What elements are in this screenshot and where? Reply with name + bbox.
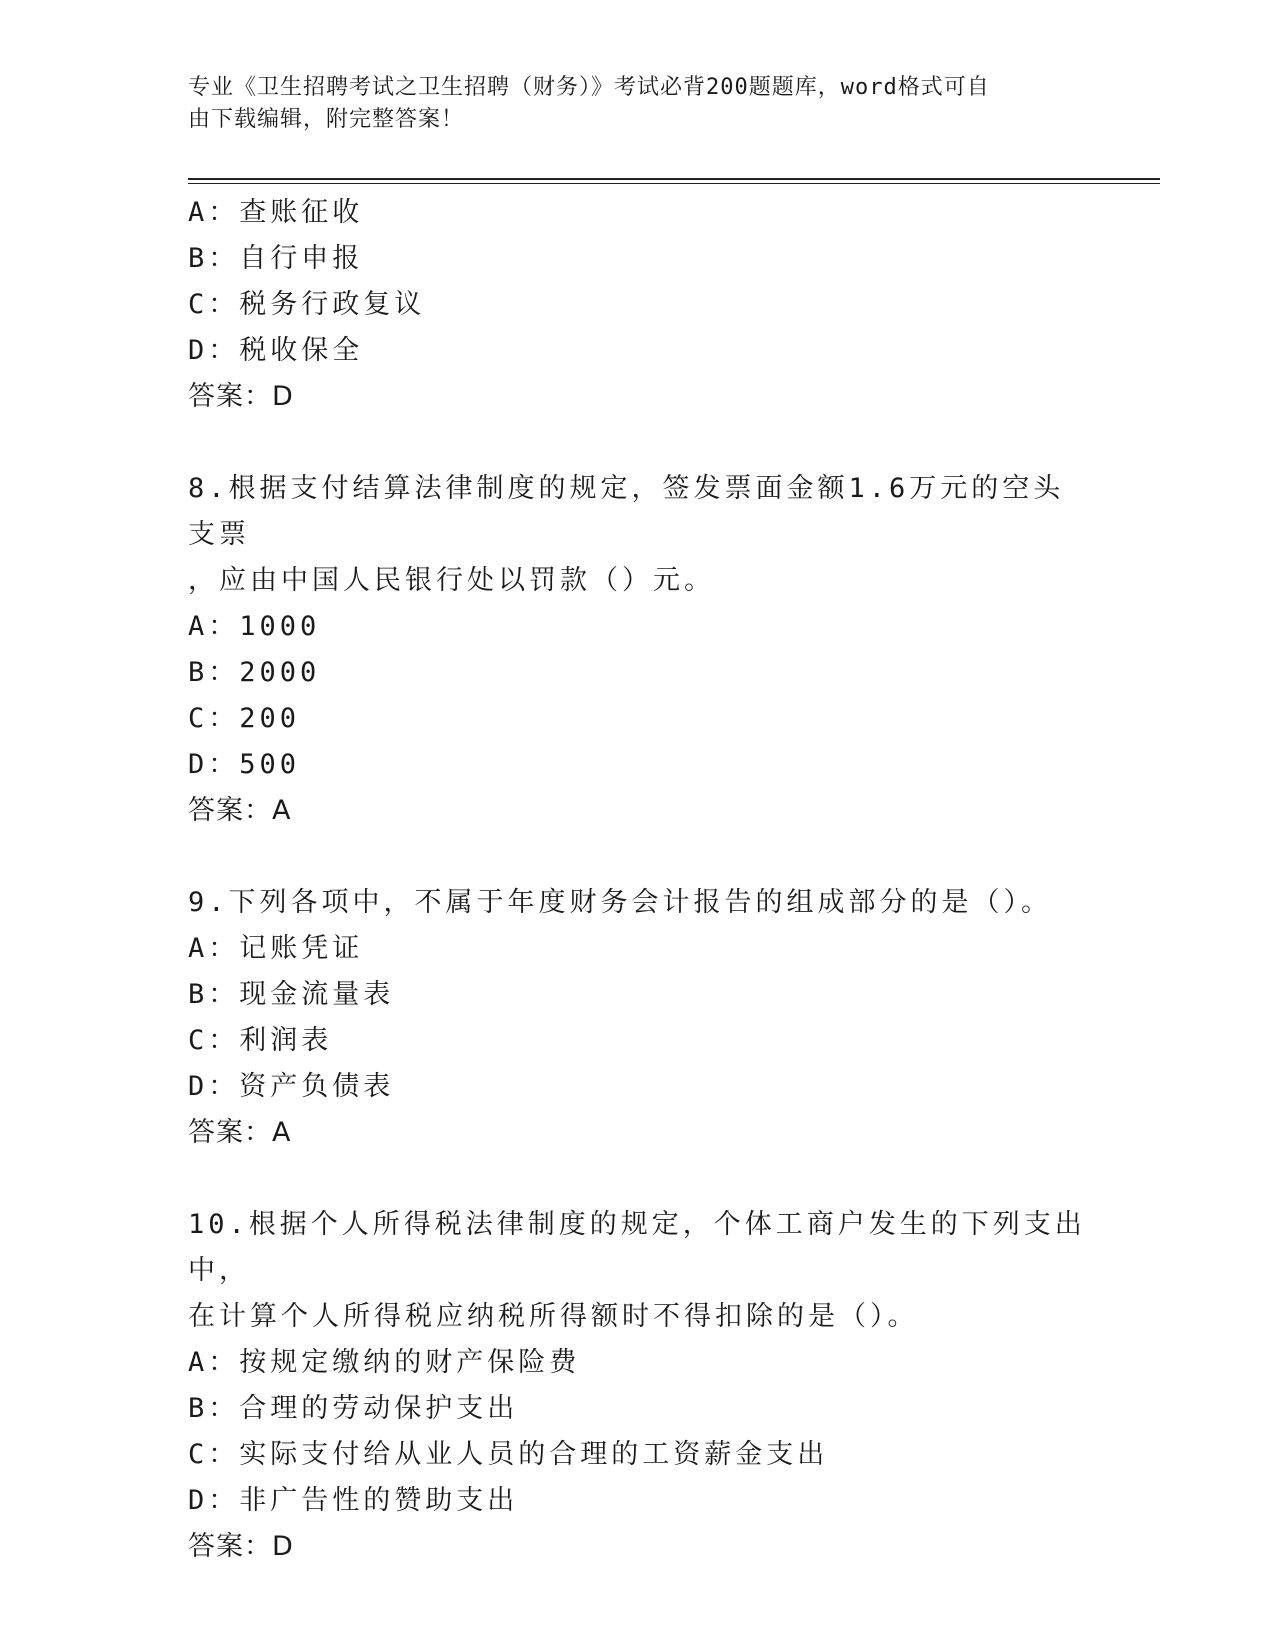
question-text-line-2: 在计算个人所得税应纳税所得额时不得扣除的是（）。 [188, 1301, 919, 1332]
option-b: B：自行申报 [188, 243, 364, 274]
question-9 [188, 880, 1088, 1156]
spacer [188, 420, 1088, 466]
option-a: A：查账征收 [188, 197, 364, 228]
answer: 答案：A [188, 1117, 292, 1148]
question-text-line-1: 10.根据个人所得税法律制度的规定，个体工商户发生的下列支出中， [188, 1209, 1086, 1286]
option-a: A：按规定缴纳的财产保险费 [188, 1347, 581, 1378]
answer: 答案：D [188, 381, 294, 412]
option-a: A：1000 [188, 611, 321, 642]
question-7 [188, 190, 1088, 420]
option-c: C：利润表 [188, 1025, 333, 1056]
answer: 答案：A [188, 795, 292, 826]
question-8 [188, 466, 1088, 834]
header-line-2: 由下载编辑，附完整答案！ [188, 107, 465, 132]
header-rule-thin [188, 183, 1160, 184]
header-rule-thick [188, 178, 1160, 180]
option-c: C：200 [188, 703, 301, 734]
option-b: B：2000 [188, 657, 321, 688]
question-list [188, 190, 1088, 1570]
option-d: D：500 [188, 749, 301, 780]
answer: 答案：D [188, 1531, 294, 1562]
option-d: D：非广告性的赞助支出 [188, 1485, 519, 1516]
question-text-line-2: ，应由中国人民银行处以罚款（）元。 [188, 565, 715, 596]
document-header [188, 72, 1068, 136]
option-d: D：税收保全 [188, 335, 364, 366]
option-a: A：记账凭证 [188, 933, 364, 964]
option-c: C：实际支付给从业人员的合理的工资薪金支出 [188, 1439, 829, 1470]
option-b: B：合理的劳动保护支出 [188, 1393, 519, 1424]
option-c: C：税务行政复议 [188, 289, 426, 320]
option-b: B：现金流量表 [188, 979, 395, 1010]
question-text-line-1: 8.根据支付结算法律制度的规定，签发票面金额1.6万元的空头支票 [188, 473, 1065, 550]
option-d: D：资产负债表 [188, 1071, 395, 1102]
header-line-1: 专业《卫生招聘考试之卫生招聘（财务）》考试必背200题题库，word格式可自 [188, 75, 990, 100]
question-10 [188, 1202, 1088, 1570]
question-text-line-1: 9.下列各项中，不属于年度财务会计报告的组成部分的是（）。 [188, 887, 1053, 918]
spacer [188, 834, 1088, 880]
spacer [188, 1156, 1088, 1202]
